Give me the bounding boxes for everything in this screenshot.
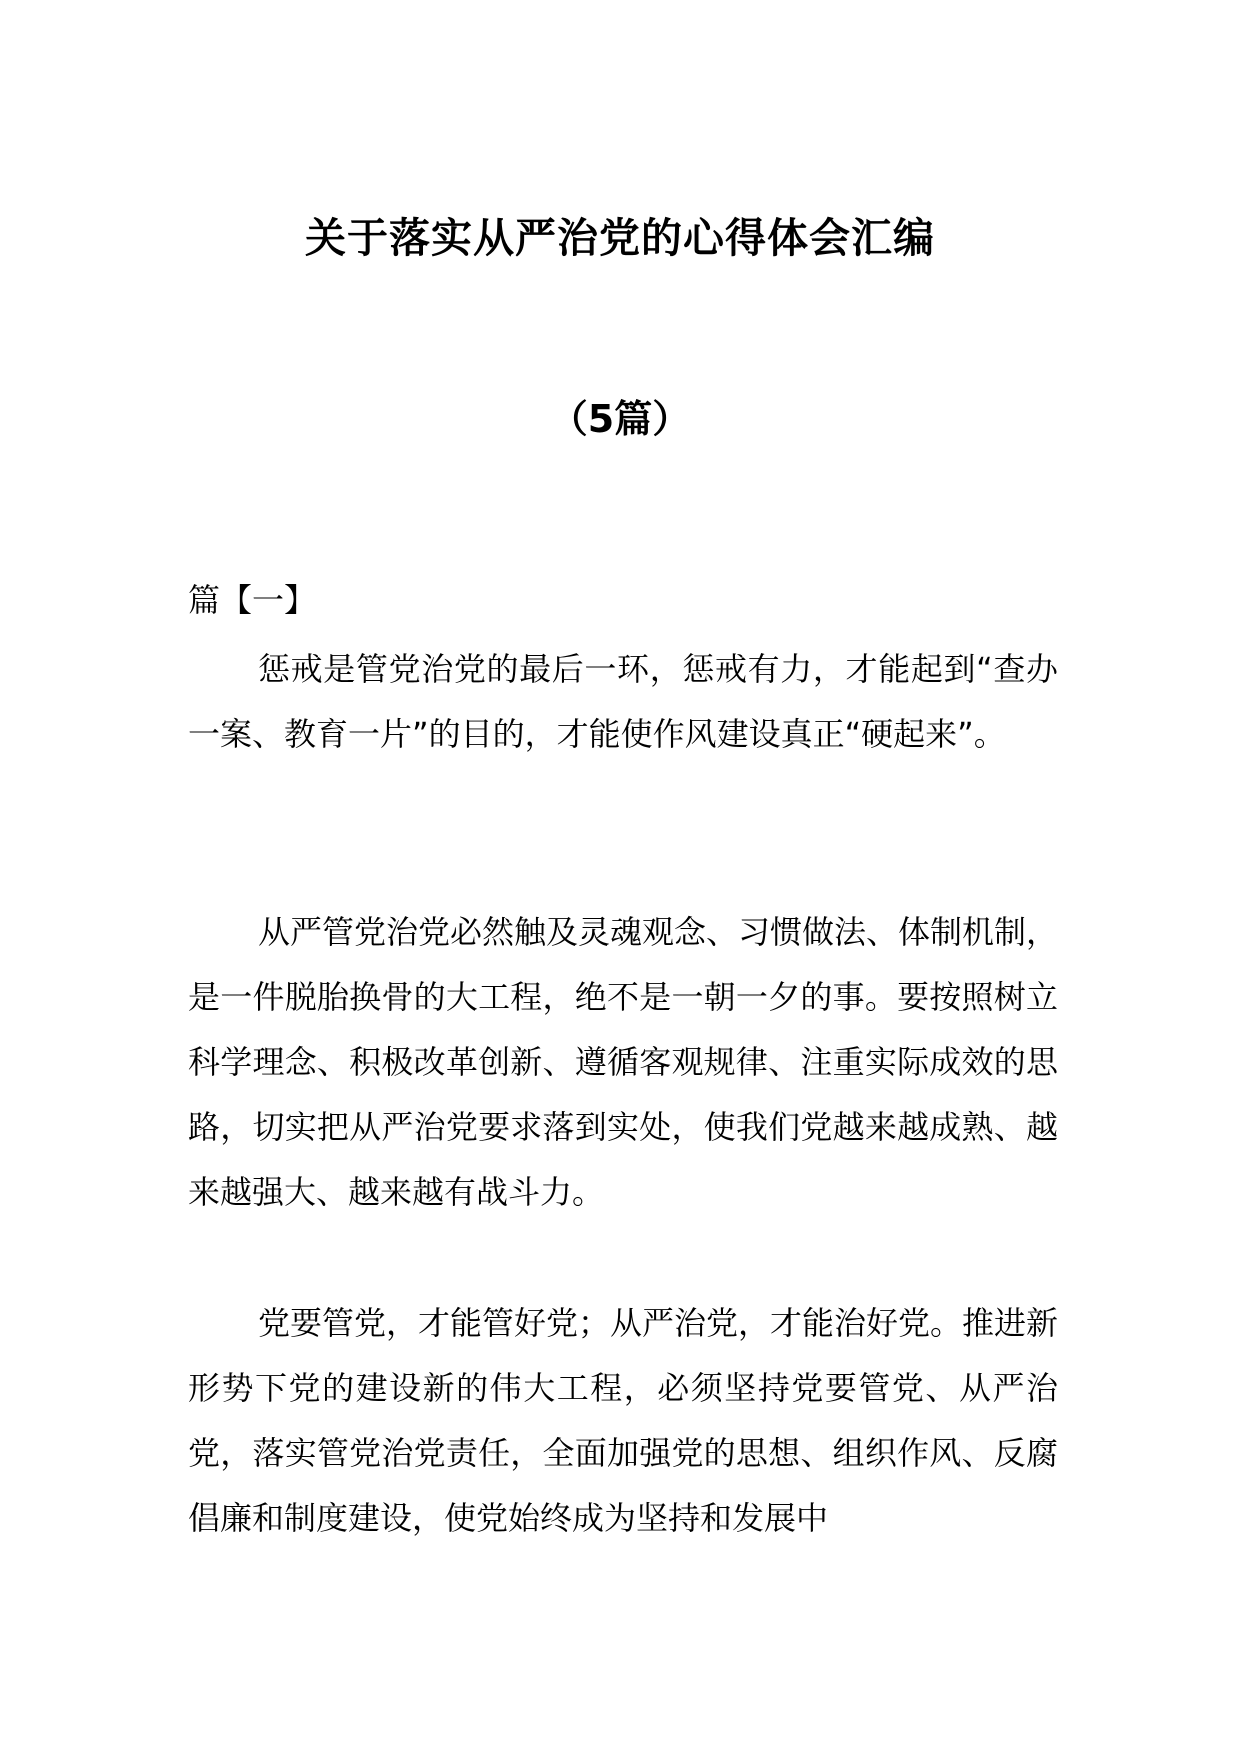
paragraph-2: 从严管党治党必然触及灵魂观念、习惯做法、体制机制，是一件脱胎换骨的大工程，绝不是一朝一夕的事。要按照树立科学理念、积极改革创新、遵循客观规律、注重实际成效的思路，切实把从严治党要求落到实处，使我们党越来越成熟、越来越强大、越来越有战斗力。 <box>188 913 1059 1211</box>
document-subtitle: （5篇） <box>549 397 691 441</box>
section-heading: 篇【一】 <box>188 581 317 619</box>
paragraph-3: 党要管党，才能管好党；从严治党，才能治好党。推进新形势下党的建设新的伟大工程，必须坚持党要管党、从严治党，落实管党治党责任，全面加强党的思想、组织作风、反腐倡廉和制度建设，使党始终成为坚持和发展中 <box>188 1304 1059 1537</box>
document-title: 关于落实从严治党的心得体会汇编 <box>305 214 935 262</box>
paragraph-1: 惩戒是管党治党的最后一环，惩戒有力，才能起到“查办一案、教育一片”的目的，才能使作风建设真正“硬起来”。 <box>188 650 1058 753</box>
